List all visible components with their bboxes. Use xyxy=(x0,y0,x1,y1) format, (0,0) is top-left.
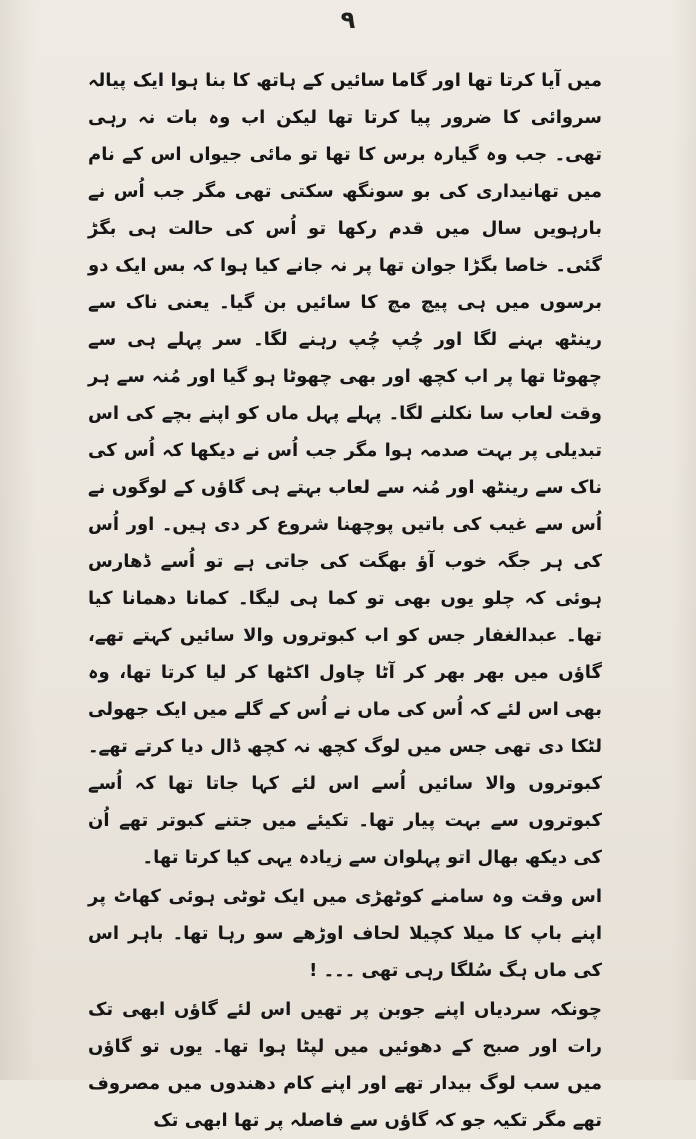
paragraph-3: چونکہ سردیاں اپنے جوبن پر تھیں اس لئے گاؤں ابھی تک رات اور صبح کے دھوئیں میں لپٹا ہوا تھا۔ یوں تو گاؤں میں سب لوگ بیدار تھے اور اپنے کام دھندوں میں مصروف تھے مگر تکیہ جو کہ گاؤں سے فاصلہ پر تھا ابھی تک xyxy=(88,999,602,1131)
paragraph-2: اس وقت وہ سامنے کوٹھڑی میں ایک ٹوٹی ہوئی کھاٹ پر اپنے باپ کا میلا کچیلا لحاف اوڑھے سو رہا تھا۔ باہر اس کی ماں ہگ سُلگا رہی تھی ۔۔۔ ! xyxy=(88,886,602,981)
paragraph-1: میں آیا کرتا تھا اور گاما سائیں کے ہاتھ کا بنا ہوا ایک پیالہ سروائی کا ضرور پیا کرتا تھا لیکن اب وہ بات نہ رہی تھی۔ جب وہ گیارہ برس کا تھا تو مائی جیواں اس کے نام میں تھانیداری کی بو سونگھ سکتی تھی مگر جب اُس نے بارہویں سال میں قدم رکھا تو اُس کی حالت ہی بگڑ گئی۔ خاصا بگڑا جوان تھا پر نہ جانے کیا ہوا کہ بس ایک دو برسوں میں ہی پیچ مچ کا سائیں بن گیا۔ یعنی ناک سے رینٹھ بہنے لگا اور چُپ چُپ رہنے لگا۔ سر پہلے ہی سے چھوٹا تھا پر اب کچھ اور بھی چھوٹا ہو گیا اور مُنہ سے ہر وقت لعاب سا نکلنے لگا۔ پہلے پہل ماں کو اپنے بچے کی اس تبدیلی پر بہت صدمہ ہوا مگر جب اُس نے دیکھا کہ اُس کی ناک سے رینٹھ اور مُنہ سے لعاب بہتے ہی گاؤں کے لوگوں نے اُس سے غیب کی باتیں پوچھنا شروع کر دی ہیں۔ اور اُس کی ہر جگہ خوب آؤ بھگت کی جاتی ہے تو اُسے ڈھارس ہوئی کہ چلو یوں بھی تو کما ہی لیگا۔ کمانا دھمانا کیا تھا۔ عبدالغفار جس کو اب کبوتروں والا سائیں کہتے تھے، گاؤں میں بھر بھر کر آٹا چاول اکٹھا کر لیا کرتا تھا، وہ بھی اس لئے کہ اُس کی ماں نے اُس کے گلے میں ایک جھولی لٹکا دی تھی جس میں لوگ کچھ نہ کچھ ڈال دیا کرتے تھے۔ کبوتروں والا سائیں اُسے اس لئے کہا جاتا تھا کہ اُسے کبوتروں سے بہت پیار تھا۔ تکیئے میں جتنے کبوتر تھے اُن کی دیکھ بھال اتو پہلوان سے زیادہ یہی کیا کرتا تھا۔ xyxy=(88,70,602,868)
page-shadow-right xyxy=(672,0,696,1080)
page-body xyxy=(88,62,602,1139)
page-number: ۹ xyxy=(340,6,356,34)
page-shadow-left xyxy=(0,0,36,1080)
